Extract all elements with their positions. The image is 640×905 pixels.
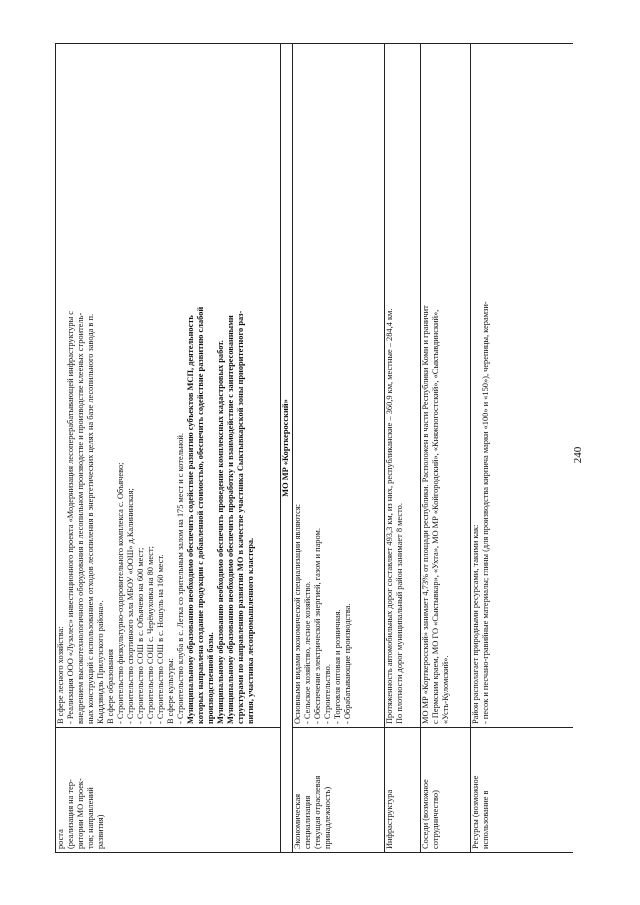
content-line: Основными видами экономической специализации являются: — [293, 503, 302, 724]
row-label-line: роста — [56, 829, 65, 849]
content-line: - Сельское хозяйство, лесное хозяйство. — [303, 581, 312, 724]
row-label-line: специализация — [303, 795, 312, 849]
section-title-row — [281, 44, 293, 853]
row-label-cell — [421, 728, 471, 853]
content-line: которых направлена создание продукции с добавленной стоимостью, обеспечить содействие развитию слабой — [196, 306, 205, 724]
content-line: - Строительство. — [323, 664, 332, 724]
content-line: МО МР «Корткеросский» занимает 4,73% от площади республики. Расположен в части Республики Коми и граничит — [421, 305, 430, 724]
row-label-cell — [293, 728, 385, 853]
row-label-line: использование в — [481, 790, 490, 849]
content-line: Муниципальному образованию необходимо обеспечить проведение комплексных кадастровых работ. — [216, 340, 225, 724]
content-line: - песок и песчано-гравийные материалы; глины (для производства кирпича марки «100» и «150»), черепицы, керамзи- — [481, 301, 490, 724]
row-label-line: развития) — [96, 814, 105, 849]
content-line: - Торговля оптовая и розничная. — [333, 609, 342, 724]
row-label-line: (реализация на тер- — [66, 779, 75, 849]
row-label-line: сотрудничество) — [431, 790, 440, 849]
content-line: вития, участника лесопромышленного кластера. — [246, 537, 255, 724]
row-content-cell — [293, 44, 385, 728]
row-label-cell — [471, 728, 574, 853]
table-row — [293, 44, 385, 853]
section-title: МО МР «Корткеросский» — [281, 44, 293, 853]
document-table — [55, 43, 573, 853]
row-label-line: принадлежность) — [323, 786, 332, 849]
content-line: - Обеспечение электрической энергией, газом и паром. — [313, 528, 322, 724]
table-row — [385, 44, 421, 853]
row-label-line: ритории МО проек- — [76, 778, 85, 849]
content-line: - Строительство СОШ в с. Объячево на 600 мест; — [136, 547, 145, 724]
content-line: с Пермским краем, МО ГО «Сыктывкар», «Ухта», МО МР «Койгородский», «Княжпогостский», «Сыктывдинский», — [431, 309, 440, 724]
table-row — [56, 44, 281, 853]
row-content-cell — [421, 44, 471, 728]
content-line: - Строительство СОШ в с. Ношуль на 160 мест. — [156, 554, 165, 724]
content-line: Кыддзвидзь Прилузского района». — [96, 600, 105, 724]
content-line: По плотности дорог муниципальный район занимает 8 место. — [395, 503, 404, 724]
row-content-cell — [385, 44, 421, 728]
content-line: Муниципальному образованию необходимо обеспечить содействие развитию субъектов МСП, деятельность — [186, 315, 195, 724]
content-line: ных конструкций с использованием отходов лесопиления в энергетических целях на базе лесопильного завода в п. — [86, 313, 95, 724]
table-row — [471, 44, 574, 853]
rotated-table-area — [55, 43, 573, 853]
content-line: внедрением высокотехнологичного оборудования в лесопильном производстве и производстве клееных строитель- — [76, 312, 85, 724]
row-label-line: Соседи (возможное — [421, 779, 430, 849]
row-label-line: (текущая отраслевая — [313, 775, 322, 849]
row-label-cell — [56, 728, 281, 853]
row-label-cell — [385, 728, 421, 853]
row-label-line: Ресурсы (возможное — [471, 775, 480, 849]
content-line: Район располагает природными ресурсами, такими как: — [471, 524, 480, 724]
table-row — [421, 44, 471, 853]
row-content-cell — [56, 44, 281, 728]
content-line: В сфере культуры: — [166, 658, 175, 724]
content-line: - Строительство СОШ с. Черёмуховка на 80 мест; — [146, 546, 155, 724]
content-line: Протяженность автомобильных дорог составляет 493,3 км, из них, республиканские – 360,9 км, местные – 284,4 км. — [385, 308, 394, 724]
content-line: структурами по направлению развития МО в качестве участника Сыктывкарской зоны приоритетного раз- — [236, 310, 245, 724]
row-content-cell — [471, 44, 574, 728]
content-line: Муниципальному образованию необходимо обеспечить проработку и взаимодействие с заинтересованными — [226, 315, 235, 724]
content-line: - Реализация ООО «Лузалес» инвестиционного проекта «Модернизация лесоперерабатывающей инфраструктуры с — [66, 310, 75, 724]
page-number: 240 — [572, 446, 584, 464]
content-line: «Усть-Куломский». — [441, 655, 450, 724]
content-line: В сфере образования — [106, 649, 115, 724]
content-line: производственной базы. — [206, 632, 215, 724]
content-line: - Обрабатывающие производства. — [343, 603, 352, 724]
content-line: В сфере лесного хозяйства: — [56, 626, 65, 724]
content-line: - Строительство физкультурно-оздоровительного комплекса с. Объячево; — [116, 462, 125, 724]
content-line: - Строительство клуба в с. Летка со зрительным залом на 175 мест и с котельной. — [176, 433, 185, 724]
content-line: - Строительство спортивного зала МБОУ «ООШ» д.Калининская; — [126, 488, 135, 724]
row-label-line: Инфраструктура — [385, 789, 394, 849]
row-label-line: Экономическая — [293, 793, 302, 849]
row-label-line: тов; направлений — [86, 787, 95, 849]
